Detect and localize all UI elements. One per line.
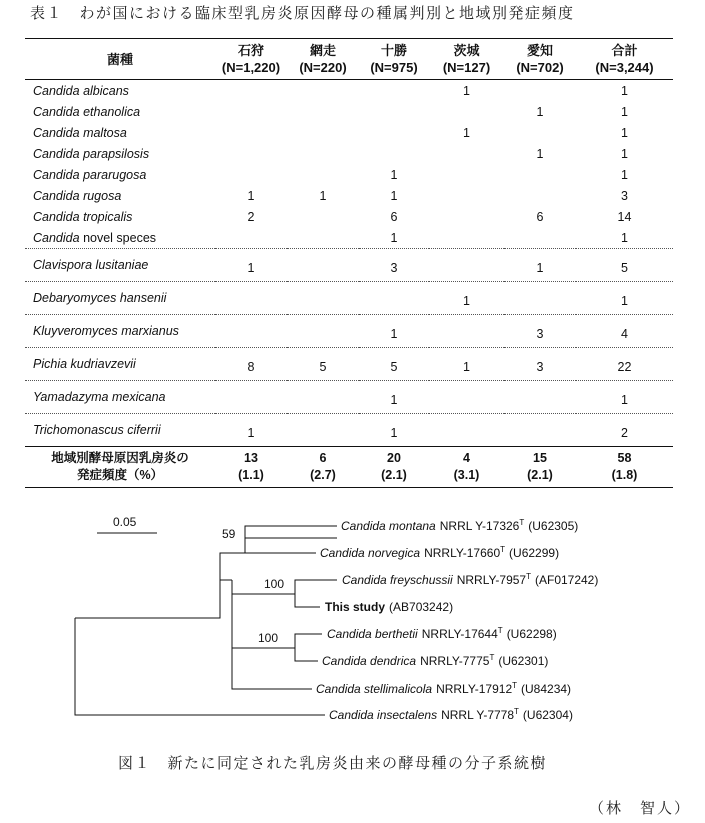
count-cell: 1 — [359, 227, 429, 249]
count-cell — [429, 206, 504, 227]
count-cell — [287, 414, 359, 447]
count-cell: 1 — [429, 348, 504, 381]
inner-branch — [220, 553, 232, 580]
count-cell: 5 — [287, 348, 359, 381]
count-cell: 5 — [576, 249, 673, 282]
inner-branch — [75, 553, 235, 618]
count-cell: 1 — [576, 282, 673, 315]
count-cell — [215, 80, 287, 102]
count-cell: 1 — [359, 315, 429, 348]
column-header: 菌種 — [25, 39, 215, 80]
count-cell — [504, 381, 576, 414]
count-cell: 1 — [621, 167, 628, 182]
count-cell: 1 — [504, 249, 576, 282]
table-row — [25, 348, 673, 381]
count-cell — [429, 414, 504, 447]
count-cell: 1 — [247, 425, 255, 440]
count-cell — [359, 282, 429, 315]
phylogenetic-tree — [0, 508, 705, 738]
count-cell: 1 — [247, 188, 255, 203]
count-cell — [215, 164, 287, 185]
count-cell: 6 — [390, 209, 398, 224]
count-cell: 1 — [536, 146, 544, 161]
branch-this-study — [295, 594, 320, 607]
count-cell — [287, 101, 359, 122]
count-cell — [429, 381, 504, 414]
count-cell: 2 — [247, 209, 255, 224]
count-cell — [429, 227, 504, 249]
count-cell: 1 — [215, 249, 287, 282]
taxon-label: Candida montana NRRL $Y-17326^T$ (U62305) — [341, 518, 579, 533]
species-name: Candida albicans — [33, 83, 129, 98]
count-cell — [215, 315, 287, 348]
count-cell: 3 — [621, 188, 628, 203]
branch-norvegica — [245, 526, 316, 553]
taxon-label: This study (AB703242) — [325, 600, 454, 614]
count-cell: 3 — [504, 315, 576, 348]
count-cell: 1 — [576, 381, 673, 414]
species-name: Candida rugosa — [33, 188, 122, 203]
count-cell — [504, 282, 576, 315]
species-name: Clavispora lusitaniae — [25, 249, 215, 282]
table-row — [25, 122, 673, 143]
species-name: Candida ethanolica — [33, 104, 141, 119]
count-cell: 3 — [504, 348, 576, 381]
count-cell — [287, 80, 359, 102]
count-cell — [287, 164, 359, 185]
taxon-label: Candida berthetii NRRLY-$17644^T$ (U62298) — [327, 626, 557, 641]
count-cell — [504, 122, 576, 143]
column-header: 愛知 (N=702) — [504, 39, 576, 80]
count-cell: 4 — [576, 315, 673, 348]
count-cell — [359, 143, 429, 164]
count-cell: 2 — [621, 425, 628, 440]
count-cell — [429, 101, 504, 122]
species-name: Candida pararugosa — [33, 167, 147, 182]
count-cell: 1 — [621, 104, 628, 119]
column-header: 合計 (N=3,244) — [576, 39, 673, 80]
count-cell — [287, 249, 359, 282]
scale-label: 0.05 — [113, 515, 137, 529]
count-cell — [504, 185, 576, 206]
count-cell: 8 — [215, 348, 287, 381]
count-cell — [215, 101, 287, 122]
count-cell — [359, 101, 429, 122]
taxon-label: Candida norvegica NRRLY-$17660^T$ (U62299) — [320, 545, 560, 560]
species-name: Candida novel speces — [25, 227, 215, 249]
table-caption: 表１ わが国における臨床型乳房炎原因酵母の種属判別と地域別発症頻度 — [30, 4, 575, 22]
count-cell — [429, 143, 504, 164]
count-cell — [429, 249, 504, 282]
table-row — [25, 101, 673, 122]
column-header: 十勝 (N=975) — [359, 39, 429, 80]
table-row — [25, 315, 673, 348]
count-cell — [429, 185, 504, 206]
count-cell: 1 — [621, 146, 628, 161]
count-cell — [215, 381, 287, 414]
yeast-species-table — [25, 38, 673, 488]
table-row — [25, 227, 673, 249]
table-footer-row — [25, 447, 673, 488]
count-cell: 1 — [536, 104, 544, 119]
count-cell — [359, 122, 429, 143]
footer-cell: 20 (2.1) — [359, 447, 429, 488]
count-cell — [287, 227, 359, 249]
count-cell: 1 — [621, 125, 628, 140]
species-name: Trichomonascus ciferrii — [33, 423, 161, 437]
footer-cell: 6 (2.7) — [287, 447, 359, 488]
count-cell: 1 — [390, 167, 398, 182]
column-header: 茨城 (N=127) — [429, 39, 504, 80]
column-header: 石狩 (N=1,220) — [215, 39, 287, 80]
taxon-label: Candida freyschussii NRRLY-$7957^T$ (AF017242) — [342, 572, 599, 587]
footer-cell: 58 (1.8) — [576, 447, 673, 488]
count-cell: 1 — [319, 188, 327, 203]
count-cell: 6 — [536, 209, 544, 224]
table-row — [25, 282, 673, 315]
table-row — [25, 164, 673, 185]
species-name: Candida parapsilosis — [33, 146, 150, 161]
table-body — [25, 80, 673, 447]
footer-cell: 4 (3.1) — [429, 447, 504, 488]
count-cell — [359, 80, 429, 102]
bootstrap-label: 100 — [264, 577, 285, 591]
count-cell: 5 — [359, 348, 429, 381]
table-row — [25, 381, 673, 414]
bootstrap-label: 59 — [222, 527, 236, 541]
count-cell: 14 — [617, 209, 632, 224]
count-cell: 1 — [463, 83, 470, 98]
species-name: Candida tropicalis — [33, 209, 133, 224]
count-cell — [504, 80, 576, 102]
count-cell: 22 — [576, 348, 673, 381]
count-cell — [287, 315, 359, 348]
table-header-row — [25, 39, 673, 80]
bootstrap-label: 100 — [258, 631, 279, 645]
species-name: Debaryomyces hansenii — [25, 282, 215, 315]
count-cell — [287, 122, 359, 143]
taxon-labels — [316, 518, 598, 722]
table-row — [25, 185, 673, 206]
column-header: 網走 (N=220) — [287, 39, 359, 80]
footer-cell: 13 (1.1) — [215, 447, 287, 488]
count-cell — [215, 282, 287, 315]
count-cell: 1 — [390, 188, 398, 203]
root-branch — [75, 618, 325, 715]
taxon-label: Candida dendrica NRRLY-$7775^T$ (U62301) — [322, 653, 549, 668]
table-row — [25, 80, 673, 102]
taxon-label: Candida insectalens NRRL $Y-7778^T$ (U62304) — [329, 707, 573, 722]
count-cell — [504, 227, 576, 249]
count-cell: 3 — [359, 249, 429, 282]
count-cell — [215, 122, 287, 143]
species-name: Candida maltosa — [33, 125, 127, 140]
count-cell — [215, 227, 287, 249]
species-name: Kluyveromyces marxianus — [25, 315, 215, 348]
count-cell: 1 — [463, 125, 470, 140]
count-cell — [287, 143, 359, 164]
author-credit: （林 智人） — [588, 799, 691, 817]
species-name: Pichia kudriavzevii — [25, 348, 215, 381]
count-cell — [429, 164, 504, 185]
taxon-label: Candida stellimalicola NRRLY-$17912^T$ (U84234) — [316, 681, 572, 696]
species-name: Yamadazyma mexicana — [25, 381, 215, 414]
count-cell — [287, 282, 359, 315]
count-cell: 1 — [621, 83, 628, 98]
count-cell — [429, 315, 504, 348]
table-row — [25, 414, 673, 447]
footer-cell: 15 (2.1) — [504, 447, 576, 488]
count-cell — [504, 164, 576, 185]
table-row — [25, 206, 673, 227]
table-row — [25, 249, 673, 282]
count-cell — [287, 206, 359, 227]
branch-dendrica — [295, 648, 318, 661]
count-cell: 1 — [429, 282, 504, 315]
count-cell: 1 — [576, 227, 673, 249]
count-cell: 1 — [359, 381, 429, 414]
count-cell: 1 — [390, 425, 398, 440]
count-cell — [215, 143, 287, 164]
table-row — [25, 143, 673, 164]
count-cell — [504, 414, 576, 447]
footer-label: 地域別酵母原因乳房炎の 発症頻度（%） — [25, 447, 215, 488]
branch-freyschussii — [232, 580, 337, 594]
count-cell — [287, 381, 359, 414]
figure-caption: 図１ 新たに同定された乳房炎由来の酵母種の分子系統樹 — [118, 754, 548, 772]
